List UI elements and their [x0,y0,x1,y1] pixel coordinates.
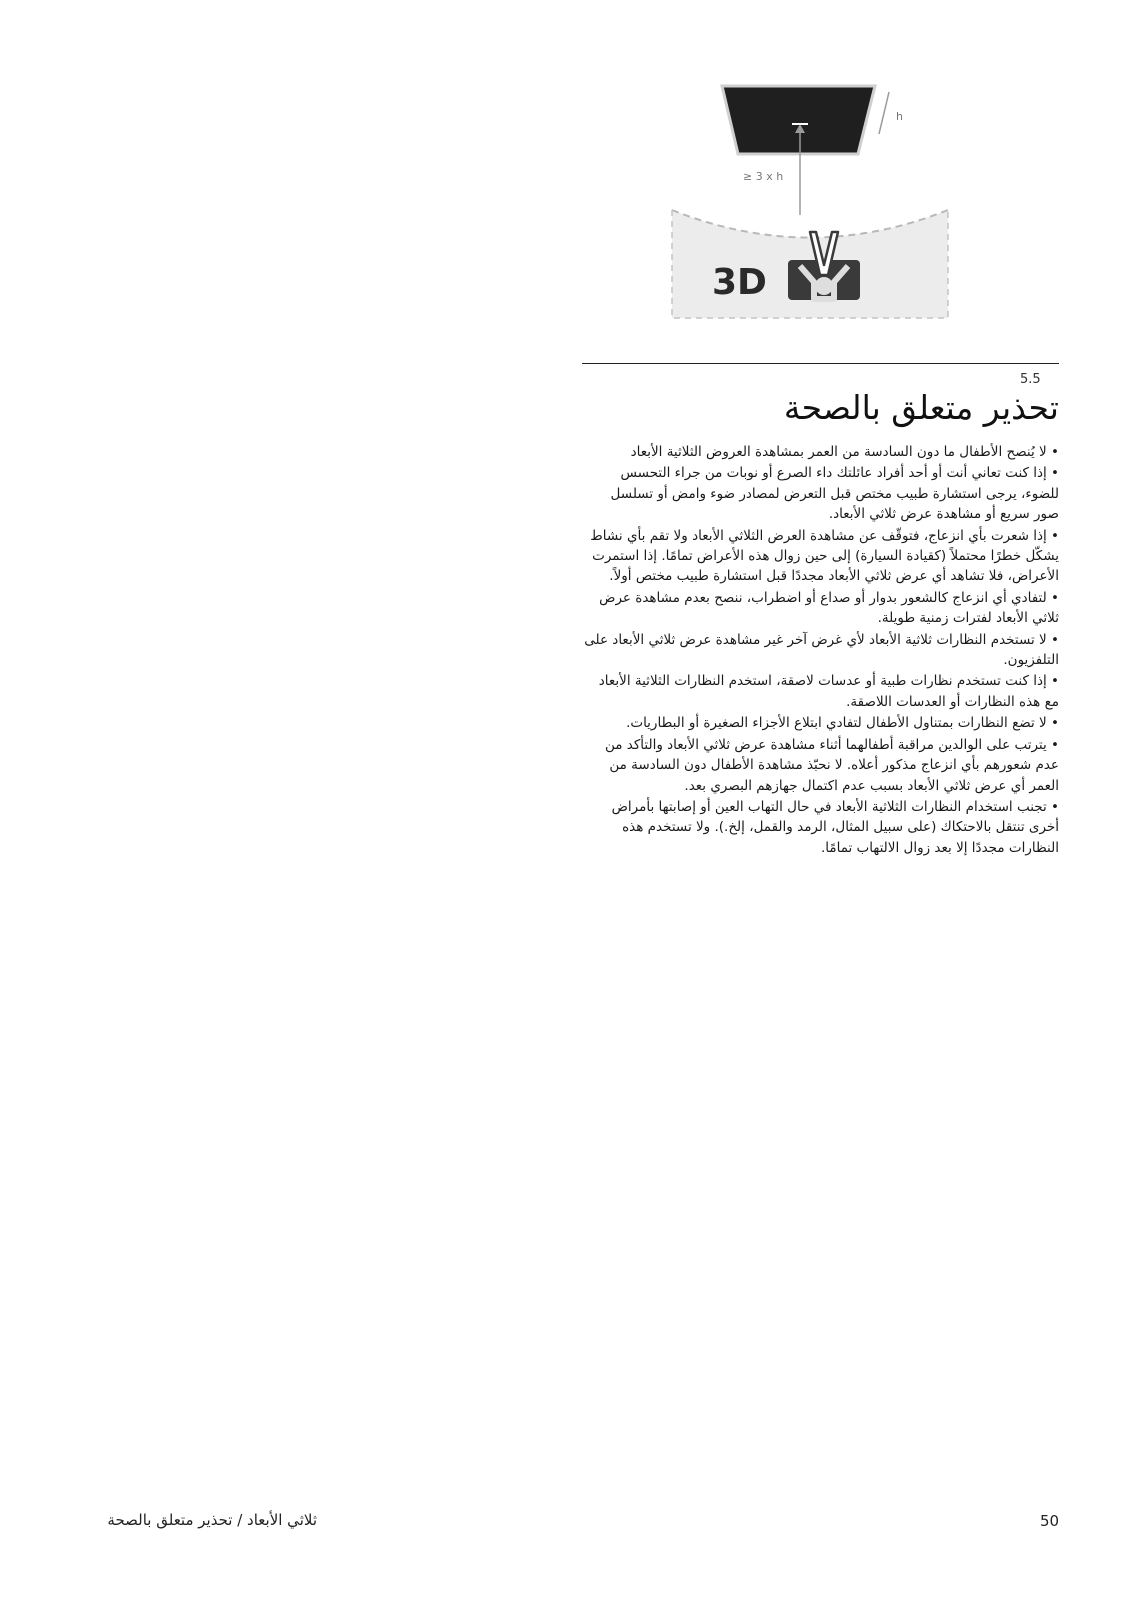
viewing-distance-diagram [660,70,960,340]
tv-viewing-distance-illustration [660,70,960,340]
section-number: 5.5 [1020,372,1041,387]
section-divider [582,363,1059,364]
list-item: • يترتب على الوالدين مراقبة أطفالهما أثناء مشاهدة عرض ثلاثي الأبعاد والتأكد من عدم شعورهم بأي انزعاج مذكور أعلاه. لا نحبّذ مشاهدة الأطفال دون السادسة من العمر أي عرض ثلاثي الأبعاد بسبب عدم اكتمال جهازهم البصري بعد. [604,736,1059,794]
list-item: • لتفادي أي انزعاج كالشعور بدوار أو صداع أو اضطراب، ننصح بعدم مشاهدة عرض ثلاثي الأبعاد لفترات زمنية طويلة. [599,589,1059,627]
page-number: 50 [1040,1512,1060,1530]
health-warning-list [582,442,1059,859]
height-marker [879,92,889,134]
height-label: h [896,110,903,123]
3d-badge: 3D [712,262,767,303]
distance-label: ≥ 3 x h [743,170,784,183]
list-item: • لا تستخدم النظارات ثلاثية الأبعاد لأي غرض آخر غير مشاهدة عرض ثلاثي الأبعاد على التلفزيون. [584,631,1059,669]
list-item: • لا يُنصح الأطفال ما دون السادسة من العمر بمشاهدة العروض الثلاثية الأبعاد [630,444,1059,460]
footer-title: ثلاثي الأبعاد / تحذير متعلق بالصحة [107,1511,317,1529]
list-item: • إذا كنت تستخدم نظارات طبية أو عدسات لاصقة، استخدم النظارات الثلاثية الأبعاد مع هذه النظارات أو العدسات اللاصقة. [598,673,1059,710]
tv-screen [722,86,875,154]
section-title: تحذير متعلق بالصحة [783,388,1059,427]
list-item: • إذا شعرت بأي انزعاج، فتوقّف عن مشاهدة العرض الثلاثي الأبعاد ولا تقم بأي نشاط يشكّل خطرًا محتملاً (كقيادة السيارة) إلى حين زوال هذه الأعراض تمامًا. إذا استمرت الأعراض، فلا تشاهد أي عرض ثلاثي الأبعاد مجددًا قبل استشارة طبيب مختص أولاً. [590,527,1059,585]
list-item: • تجنب استخدام النظارات الثلاثية الأبعاد في حال التهاب العين أو إصابتها بأمراض أخرى تنتقل بالاحتكاك (على سبيل المثال، الرمد والقمل، إلخ.). ولا تستخدم هذه النظارات مجددًا إلا بعد زوال الالتهاب تمامًا. [611,798,1059,856]
list-item: • إذا كنت تعاني أنت أو أحد أفراد عائلتك داء الصرع أو نوبات من جراء التحسس للضوء، يرجى استشارة طبيب مختص قبل التعرض لمصادر ضوء وامض أو تسلسل صور سريع أو مشاهدة عرض ثلاثي الأبعاد. [610,465,1059,523]
list-item: • لا تضع النظارات بمتناول الأطفال لتفادي ابتلاع الأجزاء الصغيرة أو البطاريات. [626,715,1059,732]
